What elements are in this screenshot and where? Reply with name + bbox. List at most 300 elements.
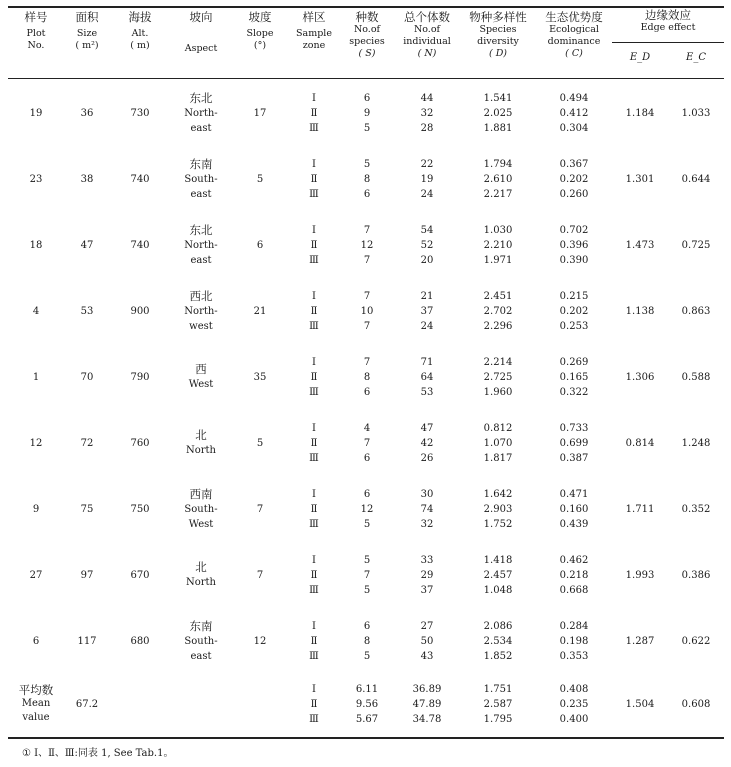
header-dominance: 生态优势度 Ecological dominance ( C) xyxy=(545,10,603,60)
stack-value: 4 xyxy=(363,422,371,434)
slope: 6 xyxy=(256,239,264,251)
stack-value: 0.439 xyxy=(559,518,589,530)
stack-value: 10 xyxy=(360,305,374,317)
stack-value: 53 xyxy=(420,386,434,398)
mean-slope xyxy=(232,674,288,734)
slope: 17 xyxy=(253,107,267,119)
table-row xyxy=(8,542,724,608)
ecological-dominance xyxy=(536,476,612,542)
ecological-dominance xyxy=(536,278,612,344)
plot-no: 23 xyxy=(29,173,43,185)
stack-value: 71 xyxy=(420,356,434,368)
stack-value: Ⅰ xyxy=(312,683,316,695)
species-diversity xyxy=(460,608,536,674)
slope: 5 xyxy=(256,173,264,185)
stack-value: 1.960 xyxy=(483,386,513,398)
stack-value: 21 xyxy=(420,290,434,302)
aspect-en: North xyxy=(185,577,216,588)
sample-zones xyxy=(288,80,340,146)
stack-value: 0.253 xyxy=(559,320,589,332)
stack-value: 0.215 xyxy=(559,290,589,302)
stack-value: 74 xyxy=(420,503,434,515)
individual-count xyxy=(394,146,460,212)
plot-no: 4 xyxy=(32,305,40,317)
stack-value: 8 xyxy=(363,635,371,647)
mean-zones xyxy=(288,674,340,734)
stack-value: 27 xyxy=(420,620,434,632)
stack-value: Ⅲ xyxy=(309,122,319,134)
stack-value: 2.217 xyxy=(483,188,513,200)
species-diversity xyxy=(460,476,536,542)
mean-dominance xyxy=(536,674,612,734)
species-count xyxy=(340,476,394,542)
aspect-cn: 东南 xyxy=(189,618,213,633)
mean-individual xyxy=(394,674,460,734)
edge-effect-ec: 0.863 xyxy=(681,305,711,317)
individual-count xyxy=(394,212,460,278)
table-row xyxy=(8,80,724,146)
table-bottom-rule xyxy=(8,737,724,739)
stack-value: 28 xyxy=(420,122,434,134)
aspect-en: North- xyxy=(184,305,218,317)
stack-value: 0.733 xyxy=(559,422,589,434)
stack-value: 0.699 xyxy=(559,437,589,449)
stack-value: 37 xyxy=(420,305,434,317)
aspect-en-2: west xyxy=(189,320,213,332)
altitude: 730 xyxy=(130,107,150,119)
stack-value: 43 xyxy=(420,650,434,662)
stack-value: Ⅱ xyxy=(310,305,318,317)
stack-value: 2.610 xyxy=(483,173,513,185)
header-individual: 总个体数 No.of individual ( N) xyxy=(403,10,451,60)
stack-value: 33 xyxy=(420,554,434,566)
aspect xyxy=(170,542,232,608)
mean-ec: 0.608 xyxy=(681,698,711,710)
stack-value: 1.881 xyxy=(483,122,513,134)
stack-value: Ⅱ xyxy=(310,239,318,251)
mean-size: 67.2 xyxy=(75,698,99,710)
stack-value: 7 xyxy=(363,569,371,581)
ecological-dominance xyxy=(536,608,612,674)
stack-value: 1.817 xyxy=(483,452,513,464)
stack-value: 2.457 xyxy=(483,569,513,581)
mean-label-line: Mean xyxy=(21,698,51,709)
stack-value: 2.214 xyxy=(483,356,513,368)
stack-value: 1.642 xyxy=(483,488,513,500)
stack-value: Ⅰ xyxy=(312,554,316,566)
stack-value: 50 xyxy=(420,635,434,647)
species-diversity xyxy=(460,80,536,146)
stack-value: 0.284 xyxy=(559,620,589,632)
altitude: 670 xyxy=(130,569,150,581)
sample-zones xyxy=(288,278,340,344)
slope: 5 xyxy=(256,437,264,449)
stack-value: 26 xyxy=(420,452,434,464)
plot-size: 36 xyxy=(80,107,94,119)
footnote: ① Ⅰ、Ⅱ、Ⅲ:同表 1, See Tab.1。 xyxy=(22,748,174,759)
stack-value: 7 xyxy=(363,254,371,266)
mean-label-line: 平均数 xyxy=(18,683,54,697)
altitude: 740 xyxy=(130,173,150,185)
stack-value: Ⅱ xyxy=(310,503,318,515)
mean-aspect xyxy=(170,674,232,734)
species-count xyxy=(340,542,394,608)
header-species: 种数 No.of species ( S) xyxy=(349,10,385,60)
individual-count xyxy=(394,278,460,344)
plot-size: 97 xyxy=(80,569,94,581)
plot-size: 38 xyxy=(80,173,94,185)
stack-value: 9.56 xyxy=(355,698,379,710)
stack-value: 0.668 xyxy=(559,584,589,596)
sample-zones xyxy=(288,146,340,212)
edge-effect-ec: 0.725 xyxy=(681,239,711,251)
mean-diversity xyxy=(460,674,536,734)
header-size: 面积 Size ( m²) xyxy=(75,10,99,52)
stack-value: 0.202 xyxy=(559,305,589,317)
plot-no: 18 xyxy=(29,239,43,251)
stack-value: 5.67 xyxy=(355,713,379,725)
stack-value: 0.702 xyxy=(559,224,589,236)
stack-value: 54 xyxy=(420,224,434,236)
aspect-en: North- xyxy=(184,107,218,119)
stack-value: 0.812 xyxy=(483,422,513,434)
stack-value: 6 xyxy=(363,452,371,464)
ecological-dominance xyxy=(536,212,612,278)
altitude: 790 xyxy=(130,371,150,383)
stack-value: 0.462 xyxy=(559,554,589,566)
header-slope: 坡度 Slope (°) xyxy=(246,10,274,52)
stack-value: 0.408 xyxy=(559,683,589,695)
aspect-en-2: east xyxy=(190,650,212,662)
stack-value: 0.471 xyxy=(559,488,589,500)
stack-value: 1.752 xyxy=(483,518,513,530)
stack-value: 32 xyxy=(420,107,434,119)
stack-value: Ⅲ xyxy=(309,650,319,662)
individual-count xyxy=(394,542,460,608)
species-diversity xyxy=(460,146,536,212)
stack-value: Ⅱ xyxy=(310,698,318,710)
edge-effect-ed: 0.814 xyxy=(625,437,655,449)
stack-value: 0.304 xyxy=(559,122,589,134)
stack-value: Ⅰ xyxy=(312,290,316,302)
aspect-cn: 北 xyxy=(195,560,207,574)
plot-size: 72 xyxy=(80,437,94,449)
species-diversity xyxy=(460,542,536,608)
aspect xyxy=(170,146,232,212)
stack-value: 42 xyxy=(420,437,434,449)
stack-value: Ⅰ xyxy=(312,422,316,434)
edge-effect-ec: 1.248 xyxy=(681,437,711,449)
stack-value: 2.210 xyxy=(483,239,513,251)
stack-value: 37 xyxy=(420,584,434,596)
stack-value: 0.387 xyxy=(559,452,589,464)
individual-count xyxy=(394,410,460,476)
header-plot: 样号 Plot No. xyxy=(24,10,48,52)
edge-effect-ec: 0.588 xyxy=(681,371,711,383)
stack-value: 24 xyxy=(420,188,434,200)
edge-effect-ec: 0.386 xyxy=(681,569,711,581)
stack-value: 29 xyxy=(420,569,434,581)
stack-value: 7 xyxy=(363,290,371,302)
species-count xyxy=(340,212,394,278)
stack-value: 0.412 xyxy=(559,107,589,119)
stack-value: 0.322 xyxy=(559,386,589,398)
stack-value: 47.89 xyxy=(412,698,442,710)
plot-no: 19 xyxy=(29,107,43,119)
stack-value: 2.702 xyxy=(483,305,513,317)
plot-size: 75 xyxy=(80,503,94,515)
stack-value: 12 xyxy=(360,239,374,251)
stack-value: Ⅱ xyxy=(310,635,318,647)
plot-size: 70 xyxy=(80,371,94,383)
plot-no: 1 xyxy=(32,371,40,383)
altitude: 740 xyxy=(130,239,150,251)
stack-value: 0.202 xyxy=(559,173,589,185)
stack-value: 1.971 xyxy=(483,254,513,266)
stack-value: 9 xyxy=(363,107,371,119)
stack-value: Ⅲ xyxy=(309,518,319,530)
aspect xyxy=(170,278,232,344)
stack-value: 7 xyxy=(363,224,371,236)
aspect-cn: 西北 xyxy=(189,288,213,303)
stack-value: 20 xyxy=(420,254,434,266)
slope: 21 xyxy=(253,305,267,317)
stack-value: 8 xyxy=(363,173,371,185)
aspect-en: North- xyxy=(184,239,218,251)
stack-value: 0.165 xyxy=(559,371,589,383)
stack-value: Ⅲ xyxy=(309,584,319,596)
stack-value: 0.235 xyxy=(559,698,589,710)
altitude: 900 xyxy=(130,305,150,317)
table-row xyxy=(8,344,724,410)
stack-value: Ⅱ xyxy=(310,437,318,449)
sample-zones xyxy=(288,344,340,410)
stack-value: 5 xyxy=(363,554,371,566)
mean-row xyxy=(8,674,724,734)
stack-value: Ⅲ xyxy=(309,188,319,200)
stack-value: 5 xyxy=(363,518,371,530)
stack-value: 2.451 xyxy=(483,290,513,302)
stack-value: 1.418 xyxy=(483,554,513,566)
aspect-en-2: east xyxy=(190,188,212,200)
header-alt: 海拔 Alt. ( m) xyxy=(128,10,152,52)
aspect xyxy=(170,212,232,278)
stack-value: 47 xyxy=(420,422,434,434)
stack-value: 0.396 xyxy=(559,239,589,251)
sample-zones xyxy=(288,608,340,674)
species-diversity xyxy=(460,410,536,476)
edge-effect-ec: 1.033 xyxy=(681,107,711,119)
aspect-cn: 北 xyxy=(195,428,207,442)
stack-value: 64 xyxy=(420,371,434,383)
table-row xyxy=(8,146,724,212)
species-count xyxy=(340,608,394,674)
stack-value: Ⅰ xyxy=(312,488,316,500)
stack-value: Ⅰ xyxy=(312,158,316,170)
stack-value: 0.218 xyxy=(559,569,589,581)
aspect xyxy=(170,410,232,476)
stack-value: 2.296 xyxy=(483,320,513,332)
stack-value: 1.048 xyxy=(483,584,513,596)
slope: 35 xyxy=(253,371,267,383)
stack-value: 2.025 xyxy=(483,107,513,119)
plot-size: 53 xyxy=(80,305,94,317)
edge-effect-ed: 1.184 xyxy=(625,107,655,119)
plot-no: 9 xyxy=(32,503,40,515)
altitude: 760 xyxy=(130,437,150,449)
sample-zones xyxy=(288,476,340,542)
edge-effect-ec: 0.352 xyxy=(681,503,711,515)
plot-no: 27 xyxy=(29,569,43,581)
mean-label-line: value xyxy=(22,712,50,723)
species-count xyxy=(340,80,394,146)
stack-value: 0.353 xyxy=(559,650,589,662)
stack-value: 8 xyxy=(363,371,371,383)
stack-value: Ⅱ xyxy=(310,173,318,185)
stack-value: 6 xyxy=(363,488,371,500)
stack-value: 2.903 xyxy=(483,503,513,515)
stack-value: 19 xyxy=(420,173,434,185)
stack-value: Ⅲ xyxy=(309,713,319,725)
stack-value: Ⅱ xyxy=(310,107,318,119)
stack-value: 1.030 xyxy=(483,224,513,236)
sample-zones xyxy=(288,542,340,608)
stack-value: 2.534 xyxy=(483,635,513,647)
species-count xyxy=(340,410,394,476)
aspect-en-2: West xyxy=(188,518,214,530)
plot-no: 12 xyxy=(29,437,43,449)
stack-value: 5 xyxy=(363,584,371,596)
mean-label xyxy=(8,674,64,734)
table-row xyxy=(8,278,724,344)
table-row xyxy=(8,608,724,674)
aspect xyxy=(170,80,232,146)
edge-effect-subrule xyxy=(612,42,724,43)
edge-effect-ec: 0.622 xyxy=(681,635,711,647)
ecological-dominance xyxy=(536,80,612,146)
aspect-cn: 东北 xyxy=(189,222,213,237)
header-edge-effect: 边缘效应 Edge effect xyxy=(640,8,696,34)
aspect xyxy=(170,344,232,410)
stack-value: Ⅱ xyxy=(310,371,318,383)
edge-effect-ed: 1.306 xyxy=(625,371,655,383)
stack-value: 6 xyxy=(363,386,371,398)
individual-count xyxy=(394,476,460,542)
stack-value: 0.400 xyxy=(559,713,589,725)
stack-value: 7 xyxy=(363,437,371,449)
individual-count xyxy=(394,344,460,410)
edge-effect-ec: 0.644 xyxy=(681,173,711,185)
aspect-cn: 东北 xyxy=(189,90,213,105)
stack-value: 5 xyxy=(363,650,371,662)
stack-value: 5 xyxy=(363,158,371,170)
stack-value: 1.794 xyxy=(483,158,513,170)
aspect xyxy=(170,476,232,542)
header-zone: 样区 Sample zone xyxy=(296,10,332,52)
aspect-en-2: east xyxy=(190,122,212,134)
stack-value: 24 xyxy=(420,320,434,332)
stack-value: 7 xyxy=(363,320,371,332)
header-bottom-rule xyxy=(8,78,724,79)
aspect-en: South- xyxy=(184,173,218,185)
aspect xyxy=(170,608,232,674)
ecological-dominance xyxy=(536,344,612,410)
edge-effect-ed: 1.473 xyxy=(625,239,655,251)
plot-no: 6 xyxy=(32,635,40,647)
stack-value: 2.587 xyxy=(483,698,513,710)
table-row xyxy=(8,410,724,476)
stack-value: 1.852 xyxy=(483,650,513,662)
aspect-en: South- xyxy=(184,635,218,647)
slope: 12 xyxy=(253,635,267,647)
sample-zones xyxy=(288,212,340,278)
individual-count xyxy=(394,80,460,146)
stack-value: Ⅰ xyxy=(312,620,316,632)
stack-value: Ⅰ xyxy=(312,224,316,236)
slope: 7 xyxy=(256,503,264,515)
stack-value: 0.269 xyxy=(559,356,589,368)
species-count xyxy=(340,146,394,212)
stack-value: 2.086 xyxy=(483,620,513,632)
species-diversity xyxy=(460,344,536,410)
header-aspect: 坡向 Aspect xyxy=(184,10,218,55)
aspect-cn: 西 xyxy=(195,362,207,376)
stack-value: 22 xyxy=(420,158,434,170)
individual-count xyxy=(394,608,460,674)
stack-value: Ⅰ xyxy=(312,92,316,104)
species-count xyxy=(340,344,394,410)
aspect-en: West xyxy=(188,379,214,390)
stack-value: 6 xyxy=(363,92,371,104)
stack-value: Ⅰ xyxy=(312,356,316,368)
aspect-cn: 东南 xyxy=(189,156,213,171)
stack-value: 32 xyxy=(420,518,434,530)
species-count xyxy=(340,278,394,344)
stack-value: Ⅲ xyxy=(309,386,319,398)
slope: 7 xyxy=(256,569,264,581)
species-diversity xyxy=(460,212,536,278)
stack-value: 0.198 xyxy=(559,635,589,647)
stack-value: Ⅲ xyxy=(309,452,319,464)
table-row xyxy=(8,476,724,542)
stack-value: 1.541 xyxy=(483,92,513,104)
edge-effect-ed: 1.711 xyxy=(625,503,655,515)
stack-value: 7 xyxy=(363,356,371,368)
species-diversity xyxy=(460,278,536,344)
stack-value: 5 xyxy=(363,122,371,134)
header-diversity: 物种多样性 Species diversity ( D) xyxy=(469,10,527,60)
stack-value: 6 xyxy=(363,620,371,632)
stack-value: 2.725 xyxy=(483,371,513,383)
stack-value: 1.751 xyxy=(483,683,513,695)
stack-value: 34.78 xyxy=(412,713,442,725)
stack-value: 0.160 xyxy=(559,503,589,515)
mean-ed: 1.504 xyxy=(625,698,655,710)
stack-value: 6 xyxy=(363,188,371,200)
stack-value: 0.494 xyxy=(559,92,589,104)
stack-value: Ⅱ xyxy=(310,569,318,581)
edge-effect-ed: 1.138 xyxy=(625,305,655,317)
stack-value: Ⅲ xyxy=(309,320,319,332)
ecological-dominance xyxy=(536,146,612,212)
plot-size: 47 xyxy=(80,239,94,251)
header-ed: E_D xyxy=(629,52,651,63)
stack-value: 0.367 xyxy=(559,158,589,170)
ecological-dominance xyxy=(536,542,612,608)
edge-effect-ed: 1.301 xyxy=(625,173,655,185)
stack-value: 0.260 xyxy=(559,188,589,200)
sample-zones xyxy=(288,410,340,476)
